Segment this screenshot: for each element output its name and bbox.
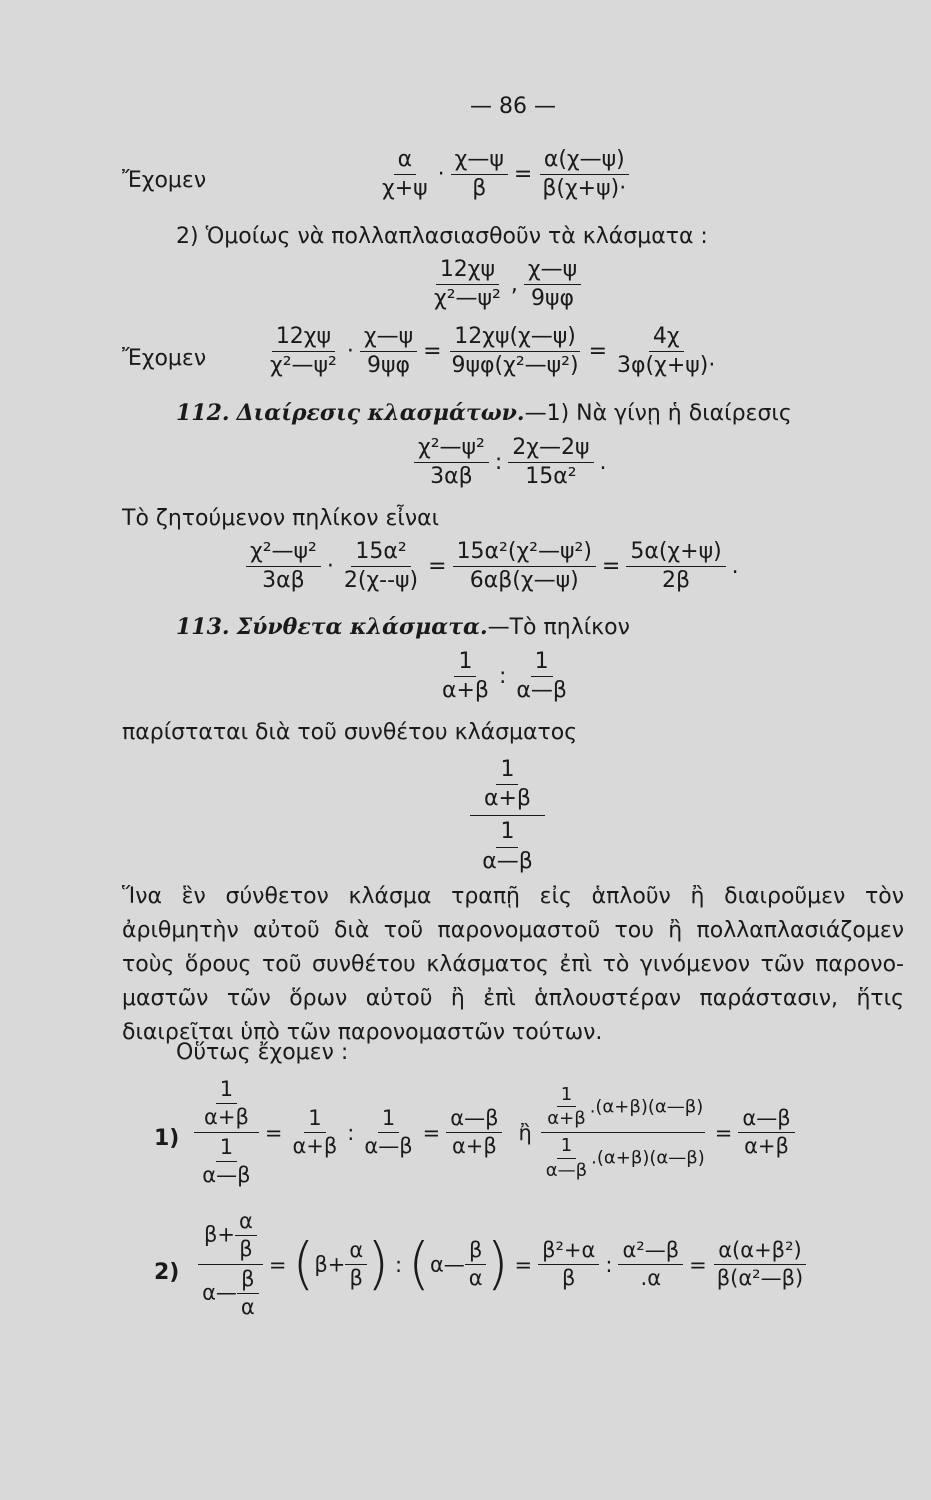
paragraph bbox=[122, 880, 904, 1050]
fraction: $\frac{1}{\alpha+\beta}$ bbox=[292, 1106, 338, 1159]
paragraph-line: ἀριθμητὴν αὐτοῦ διὰ τοῦ παρονομαστοῦ του ἢ πολλαπλασιάζομεν bbox=[122, 918, 904, 943]
thus-label: Οὕτως ἔχομεν : bbox=[176, 1040, 349, 1065]
fraction: $\frac{\text{α(α+β²)}}{\text{β(α²—β)}}$ bbox=[713, 1239, 807, 1290]
section-title: Διαίρεσις κλασμάτων. bbox=[236, 400, 525, 426]
fraction: $\frac{\alpha—\beta}{\alpha+\beta}$ bbox=[738, 1107, 794, 1158]
fraction: $\frac{12\chi\psi(\chi—\psi)}{\text{9ψφ(χ²—ψ²)}}$ bbox=[451, 324, 579, 379]
fraction: $\frac{\alpha}{\beta}$ bbox=[345, 1239, 367, 1290]
example-label: Ἔχομεν bbox=[122, 168, 207, 193]
fraction: $\frac{1}{\alpha+\beta}$ bbox=[442, 649, 489, 704]
fraction: $\frac{\alpha}{\chi+\psi}$ bbox=[382, 147, 428, 202]
fraction: $\frac{\beta}{\alpha}$ bbox=[465, 1239, 487, 1290]
fraction: $\frac{1}{\alpha—\beta}$ bbox=[202, 1135, 251, 1188]
fraction-pair: $\frac{12\chi\psi}{\text{χ²—ψ²}}$ , $\frac{\chi—\psi}{9\psi\varphi}$ bbox=[430, 258, 581, 311]
compound-intro: παρίσταται διὰ τοῦ συνθέτου κλάσματος bbox=[122, 720, 578, 745]
fraction: $\frac{\text{χ²—ψ²}}{3\alpha\beta}$ bbox=[414, 436, 489, 489]
section-title: Σύνθετα κλάσματα. bbox=[236, 614, 488, 640]
fraction: $\frac{5\alpha(\chi+\psi)}{2\beta}$ bbox=[626, 540, 725, 593]
fraction: $\frac{\text{15α²}}{2(\chi--\psi)}$ bbox=[343, 539, 419, 594]
fraction: $\frac{\text{α²—β}}{.\alpha}$ bbox=[618, 1239, 683, 1290]
fraction: $\frac{1}{\alpha—\beta}$ bbox=[482, 819, 533, 874]
paragraph-line: μαστῶν τῶν ὅρων αὐτοῦ ἢ ἐπὶ ἁπλουστέραν παράστασιν, ἥτις bbox=[122, 986, 904, 1011]
equation-2: β+ $\frac{\alpha}{\beta}$ α— $\frac{\beta}{\alpha}$ = (β+ $\frac{\alpha}{\beta}$ ) : (α— $\frac{\beta}{\alpha}$ ) = $\frac{\text{β²+α}}{\beta}$ : $\frac{\text{α²—β}}{.\alpha}$ = $\frac{\text{α(α+β²)}}{\text{β(α²—β)}}$ bbox=[198, 1210, 807, 1319]
compound-fraction bbox=[194, 1078, 259, 1187]
section-text: —1) Νὰ γίνῃ ἡ διαίρεσις bbox=[524, 401, 792, 426]
fraction: $\frac{\alpha—\beta}{\alpha+\beta}$ bbox=[446, 1107, 502, 1158]
equation-label: 2) bbox=[154, 1260, 180, 1285]
fraction: $\frac{1}{\alpha—\beta}$ bbox=[516, 649, 567, 704]
section-number: 113. bbox=[176, 614, 230, 640]
fraction: $\frac{\chi—\psi}{9\psi\varphi}$ bbox=[360, 325, 417, 378]
fraction: $\frac{\alpha}{\beta}$ bbox=[235, 1210, 257, 1261]
paragraph-line: διαιρεῖται ὑπὸ τῶν παρονομαστῶν τούτων. bbox=[122, 1020, 603, 1045]
fraction: $\frac{\chi—\psi}{\beta}$ bbox=[451, 148, 508, 201]
section-number: 112. bbox=[176, 400, 230, 426]
compound-fraction: β+ $\frac{\alpha}{\beta}$ α— $\frac{\beta}{\alpha}$ bbox=[198, 1210, 263, 1319]
fraction: $\frac{\beta}{\alpha}$ bbox=[237, 1268, 259, 1319]
item2-intro: 2) Ὁμοίως νὰ πολλαπλασιασθοῦν τὰ κλάσματα : bbox=[176, 224, 708, 249]
fraction: $\frac{1}{\alpha+\beta}$ bbox=[547, 1083, 586, 1130]
fraction: $\frac{\text{15α²(χ²—ψ²)}}{6\alpha\beta(\chi—\psi)}$ bbox=[453, 540, 596, 593]
equation-quotient: $\frac{\text{χ²—ψ²}}{3\alpha\beta}$ · $\frac{\text{15α²}}{2(\chi--\psi)}$ = $\frac{\text{15α²(χ²—ψ²)}}{6\alpha\beta(\chi—\psi)}$ = $\frac{5\alpha(\chi+\psi)}{2\beta}$ . bbox=[246, 540, 745, 593]
fraction: $\frac{4\chi}{3\varphi(\chi+\psi)\cdot}$ bbox=[617, 324, 716, 379]
section-112-heading bbox=[176, 400, 792, 426]
paragraph-line: Ἵνα ἓν σύνθετον κλάσμα τραπῇ εἰς ἁπλοῦν ἢ διαιροῦμεν τὸν bbox=[122, 884, 904, 909]
fraction: $\frac{1}{\alpha+\beta}$ bbox=[204, 1077, 249, 1130]
compound-fraction bbox=[470, 758, 545, 874]
fraction: $\frac{1}{\alpha—\beta}$ bbox=[364, 1106, 413, 1159]
quotient-intro: Τὸ ζητούμενον πηλίκον εἶναι bbox=[122, 506, 440, 531]
page-number: — 86 — bbox=[470, 94, 556, 119]
fraction: $\frac{12\chi\psi}{\text{χ²—ψ²}}$ bbox=[270, 324, 337, 379]
fraction: $\frac{\chi—\psi}{9\psi\varphi}$ bbox=[524, 258, 581, 311]
fraction: $\frac{1}{\alpha+\beta}$ bbox=[484, 757, 531, 812]
equation-ex1: $\frac{\alpha}{\chi+\psi}$ · $\frac{\chi—\psi}{\beta}$ = $\frac{\alpha(\chi—\psi)}{\beta(\chi+\psi)\cdot}$ bbox=[378, 148, 630, 201]
section-113-heading bbox=[176, 614, 630, 640]
equation-label: 1) bbox=[154, 1126, 180, 1151]
fraction: $\frac{12\chi\psi}{\text{χ²—ψ²}}$ bbox=[434, 257, 501, 312]
fraction: $\frac{\text{β²+α}}{\beta}$ bbox=[538, 1239, 599, 1290]
example-label: Ἔχομεν bbox=[122, 346, 207, 371]
fraction: $\frac{1}{\alpha—\beta}$ bbox=[545, 1135, 588, 1181]
fraction: $\frac{\alpha(\chi—\psi)}{\beta(\chi+\psi)\cdot}$ bbox=[538, 148, 630, 201]
fraction: $\frac{\text{χ²—ψ²}}{3\alpha\beta}$ bbox=[246, 540, 321, 593]
paragraph-line: τοὺς ὅρους τοῦ συνθέτου κλάσματος ἐπὶ τὸ γινόμενον τῶν παρονο- bbox=[122, 952, 904, 977]
compound-fraction: $\frac{1}{\alpha+\beta}$ .(α+β)(α—β) $\frac{1}{\alpha—\beta}$ .(α+β)(α—β) bbox=[538, 1085, 709, 1181]
section-text: —Τὸ πηλίκον bbox=[487, 615, 630, 640]
division-expression: $\frac{1}{\alpha+\beta}$ : $\frac{1}{\alpha—\beta}$ bbox=[438, 650, 571, 703]
equation-ex2: $\frac{12\chi\psi}{\text{χ²—ψ²}}$ · $\frac{\chi—\psi}{9\psi\varphi}$ = $\frac{12\chi\psi(\chi—\psi)}{\text{9ψφ(χ²—ψ²)}}$ = $\frac{4\chi}{3\varphi(\chi+\psi)\cdot}$ bbox=[266, 325, 719, 378]
equation-1: $\frac{\frac{1}{\alpha+\beta}}{\frac{1}{\alpha—\beta}}$ = $\frac{1}{\alpha+\beta}$ : $\frac{1}{\alpha—\beta}$ = $\frac{\alpha—\beta}{\alpha+\beta}$ ἢ $\frac{1}{\alpha+\beta}$ .(α+β)(α—β) $\frac{1}{\alpha—\beta}$ .(α+β)(α—β) = $\frac{\alpha—\beta}{\alpha+\beta}$ bbox=[194, 1078, 795, 1187]
division-expression: $\frac{\text{χ²—ψ²}}{3\alpha\beta}$ : $\frac{2\chi—2\psi}{\text{15α²}}$ . bbox=[414, 436, 613, 489]
fraction: $\frac{2\chi—2\psi}{\text{15α²}}$ bbox=[508, 436, 593, 489]
